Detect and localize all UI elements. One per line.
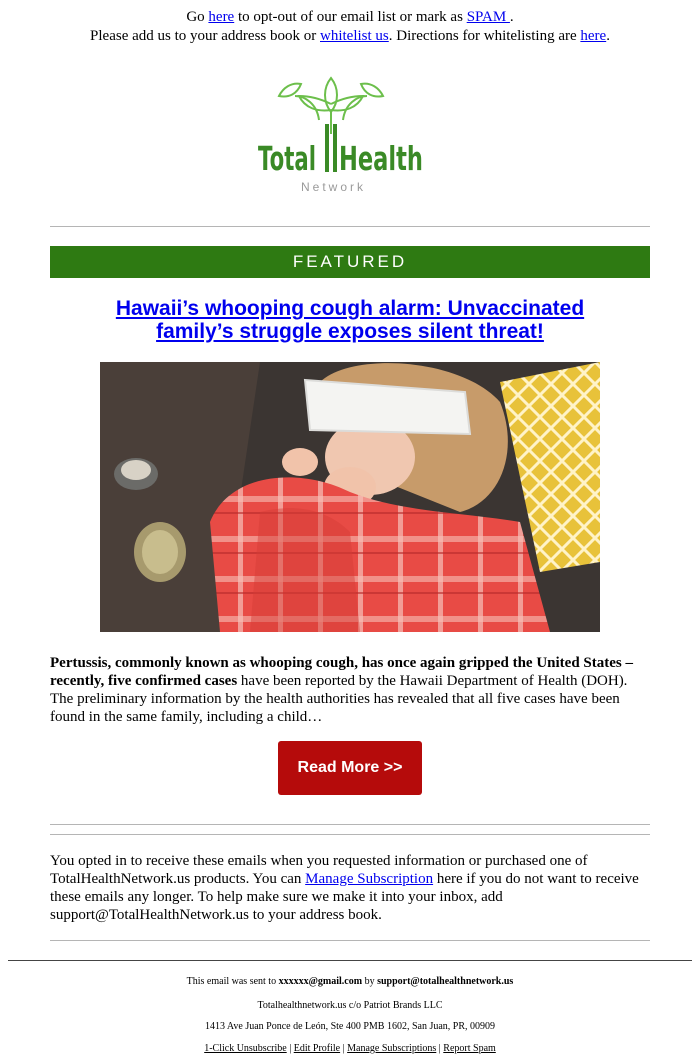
logo-word-health: Health [339, 139, 423, 178]
address-line: 1413 Ave Juan Ponce de León, Ste 400 PMB 1602, San Juan, PR, 00909 [204, 1021, 496, 1032]
notice-text: to opt-out of our email list or mark as [234, 9, 467, 25]
article-headline [50, 297, 650, 343]
opt-out-link[interactable]: here [208, 9, 235, 25]
excerpt-text: have been reported by the Hawaii Department of Health (DOH). The preliminary information by the health authorities has revealed that all five cases have been found in the same family, including a child… [50, 673, 628, 725]
company-line: Totalhealthnetwork.us c/o Patriot Brands LLC [257, 1000, 443, 1011]
total-health-network-logo[interactable] [255, 74, 430, 196]
title-line-1: Hawaii’s whooping cough alarm: Unvaccinated [115, 297, 585, 320]
separator: | [340, 1043, 348, 1054]
read-more-button[interactable]: Read More >> [278, 741, 422, 795]
recipient-email: xxxxxx@gmail.com [278, 976, 363, 987]
logo-word-network: Network [301, 180, 367, 194]
article-title-link[interactable] [116, 297, 584, 343]
whitelist-link[interactable]: whitelist us [320, 28, 389, 44]
notice-text: Please add us to your address book or [90, 28, 320, 44]
divider [50, 940, 650, 941]
manage-subscription-link[interactable]: Manage Subscription [305, 871, 434, 887]
divider [50, 226, 650, 227]
separator: | [436, 1043, 444, 1054]
notice-text: . [509, 9, 514, 25]
logo-graphic [255, 74, 430, 196]
optin-text: You opted in to receive these emails when you requested information or purchased one of TotalHealthNetwork.us products. You can [50, 853, 588, 887]
notice-text: . Directions for whitelisting are [388, 28, 581, 44]
notice-text: Go [186, 9, 209, 25]
footer-links [0, 1043, 700, 1054]
optin-text: here if you do not want to receive these emails any longer. To help make sure we make it into your inbox, add support@TotalHealthNetwork.us to your address book. [50, 871, 639, 923]
report-spam-link[interactable]: Report Spam [443, 1043, 496, 1054]
notice-line-1 [0, 8, 700, 27]
sender-email: support@totalhealthnetwork.us [377, 976, 514, 987]
divider [50, 834, 650, 835]
top-notice [0, 8, 700, 46]
sick-child-illustration [100, 362, 600, 632]
unsubscribe-link[interactable]: 1-Click Unsubscribe [204, 1043, 287, 1054]
article-hero-image[interactable] [100, 362, 600, 632]
article-excerpt [50, 654, 650, 726]
footer-text: by [362, 976, 378, 987]
separator: | [286, 1043, 294, 1054]
sent-to-line [0, 976, 700, 987]
notice-line-2 [0, 27, 700, 46]
logo-word-total: Total [258, 139, 316, 178]
opt-in-notice [50, 852, 650, 924]
footer-text: This email was sent to [186, 976, 279, 987]
excerpt-bold: Pertussis, commonly known as whooping cough, has once again gripped the United States – recently, five confirmed cases [50, 655, 633, 689]
title-line-2: family’s struggle exposes silent threat! [156, 320, 544, 343]
footer-divider [8, 960, 692, 961]
spam-link[interactable]: SPAM [466, 9, 510, 25]
notice-text: . [606, 28, 610, 44]
whitelist-directions-link[interactable]: here [580, 28, 607, 44]
edit-profile-link[interactable]: Edit Profile [293, 1043, 341, 1054]
manage-subscriptions-link[interactable]: Manage Subscriptions [347, 1043, 437, 1054]
featured-banner: FEATURED [50, 246, 650, 278]
divider [50, 824, 650, 825]
